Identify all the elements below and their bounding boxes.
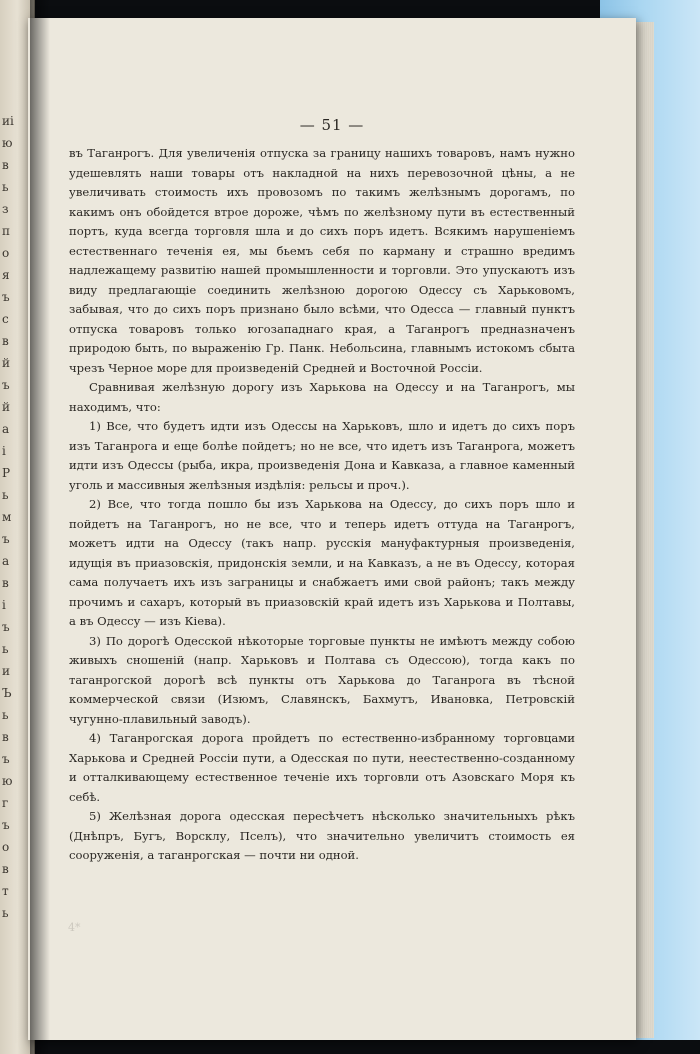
facing-page-fragment: в: [2, 158, 9, 172]
gutter-shadow: [30, 0, 50, 1054]
facing-page-fragment: ь: [2, 708, 9, 722]
facing-page-fragment: ь: [2, 642, 9, 656]
facing-page-fragment: г: [2, 796, 9, 810]
facing-page-fragment: а: [2, 554, 10, 568]
facing-page-fragment: з: [2, 202, 9, 216]
paragraph: 4) Таганрогская дорога пройдетъ по естественно-избранному торговцами Харькова и Средней Россіи пути, а Одесская по пути, неестественно-созданному и отталкивающему естественное теченіе ихъ торговли отъ Азовскаго Моря къ себѣ.: [69, 731, 575, 804]
facing-page-fragment: иi: [2, 114, 14, 128]
facing-page-fragments: [2, 110, 28, 924]
book-page: [28, 18, 636, 1040]
facing-page-fragment: ъ: [2, 290, 10, 304]
facing-page-fragment: а: [2, 422, 10, 436]
paragraph: 1) Все, что будетъ идти изъ Одессы на Харьковъ, шло и идетъ до сихъ поръ изъ Таганрога и еще болѣе пойдетъ; но не все, что идетъ изъ Таганрога, можетъ идти изъ Одессы (рыба, икра, произведенія Дона и Кавказа, а главное каменный уголь и массивныя желѣзныя издѣлія: рельсы и проч.).: [69, 419, 575, 492]
facing-page-fragment: и: [2, 664, 10, 678]
facing-page-fragment: і: [2, 598, 6, 612]
page-body: [69, 144, 575, 866]
facing-page-fragment: о: [2, 246, 10, 260]
facing-page-fragment: в: [2, 862, 9, 876]
facing-page-fragment: й: [2, 400, 10, 414]
facing-page-fragment: ь: [2, 906, 9, 920]
facing-page-fragment: в: [2, 576, 9, 590]
facing-page-fragment: ю: [2, 136, 13, 150]
facing-page-fragment: в: [2, 730, 9, 744]
paragraph: 5) Желѣзная дорога одесская пересѣчетъ нѣсколько значительныхъ рѣкъ (Днѣпръ, Бугъ, Ворсклу, Пселъ), что значительно увеличитъ стоимость ея сооруженія, а таганрогская — почти ни одной.: [69, 809, 575, 862]
paragraph: въ Таганрогъ. Для увеличенія отпуска за границу нашихъ товаровъ, намъ нужно удешевлять наши товары отъ накладной на нихъ перевозочной цѣны, а не увеличивать стоимость ихъ провозомъ по такимъ желѣзнымъ дорогамъ, по какимъ онъ обойдется втрое дороже, чѣмъ по желѣзному пути въ естественный портъ, куда всегда торговля шла и до сихъ поръ идетъ. Всякимъ нарушеніемъ естественнаго теченія ея, мы бьемъ себя по карману и страшно вредимъ надлежащему развитію нашей промышленности и торговли. Это упускаютъ изъ виду предлагающіе соединить желѣзною дорогою Одессу съ Харьковомъ, забывая, что до сихъ поръ признано было всѣми, что Одесса — главный пунктъ отпуска товаровъ только югозападнаго края, а Таганрогъ предназначенъ природою быть, по выраженію Гр. Панк. Небольсина, главнымъ истокомъ сбыта чрезъ Черное море для произведеній Средней и Восточной Россіи.: [69, 146, 575, 375]
facing-page-fragment: я: [2, 268, 10, 282]
facing-page-fragment: с: [2, 312, 9, 326]
facing-page-fragment: й: [2, 356, 10, 370]
page-stack-edge: [636, 22, 654, 1038]
facing-page-fragment: Р: [2, 466, 11, 480]
facing-page-fragment: і: [2, 444, 6, 458]
facing-page-fragment: ъ: [2, 532, 10, 546]
facing-page-fragment: ь: [2, 180, 9, 194]
facing-page-fragment: ъ: [2, 620, 10, 634]
show-through-text: 4*: [68, 921, 81, 934]
facing-page-fragment: т: [2, 884, 9, 898]
facing-page-fragment: ъ: [2, 378, 10, 392]
facing-page-fragment: ь: [2, 488, 9, 502]
facing-page-fragment: ъ: [2, 818, 10, 832]
page-number: — 51 —: [299, 116, 365, 134]
facing-page-fragment: ю: [2, 774, 13, 788]
paragraph: 3) По дорогѣ Одесской нѣкоторые торговые пункты не имѣютъ между собою живыхъ сношеній (напр. Харьковъ и Полтава съ Одессою), тогда какъ по таганрогской дорогѣ всѣ пункты отъ Харькова до Таганрога въ тѣсной коммерческой связи (Изюмъ, Славянскъ, Бахмутъ, Ивановка, Петровскій чугунно-плавильный заводъ).: [69, 633, 575, 726]
facing-page-fragment: в: [2, 334, 9, 348]
paragraph: Сравнивая желѣзную дорогу изъ Харькова на Одессу и на Таганрогъ, мы находимъ, что:: [69, 380, 575, 414]
facing-page-fragment: Ъ: [2, 686, 12, 700]
facing-page-fragment: п: [2, 224, 10, 238]
facing-page-fragment: о: [2, 840, 10, 854]
facing-page-fragment: ъ: [2, 752, 10, 766]
paragraph: 2) Все, что тогда пошло бы изъ Харькова на Одессу, до сихъ поръ шло и пойдетъ на Таганрогъ, но не все, что и теперь идетъ оттуда на Таганрогъ, можетъ идти на Одессу (такъ напр. русскія мануфактурныя произведенія, идущія въ приазовскія, придонскія земли, и на Кавказъ, а не въ Одессу, которая сама получаетъ ихъ изъ заграницы и снабжаетъ ими свой районъ; такъ между прочимъ и сахаръ, который въ приазовскій край идетъ изъ Харькова и Полтавы, а въ Одессу — изъ Кіева).: [69, 497, 575, 628]
facing-page-fragment: м: [2, 510, 12, 524]
